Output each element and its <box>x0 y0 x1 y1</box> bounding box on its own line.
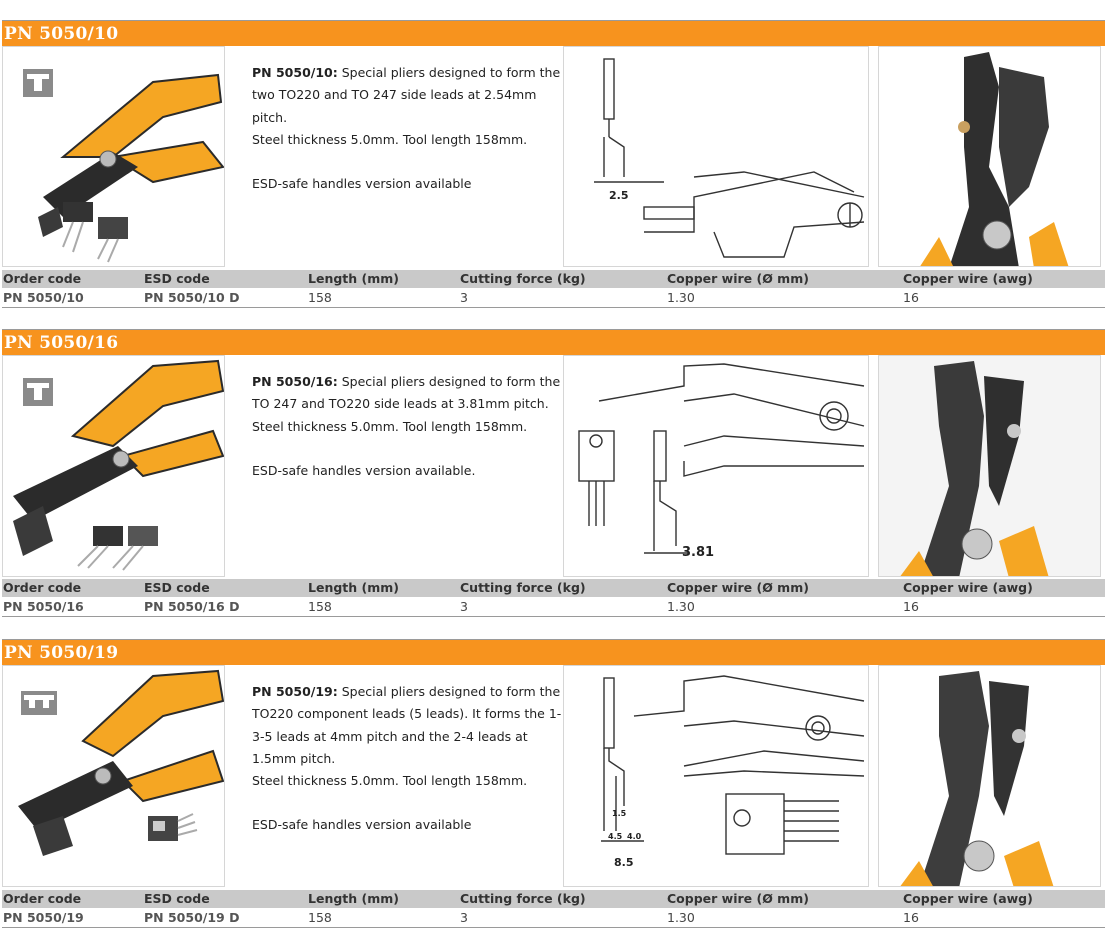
description-text: Special pliers designed to form the TO220 component leads (5 leads). It forms the 1-3-5 leads at 4mm pitch and the 2-4 leads at 1.5mm pitch. <box>252 684 562 766</box>
technical-drawing <box>563 665 869 887</box>
product-title-bar <box>2 639 1105 665</box>
esd-code-value: PN 5050/19 D <box>144 910 240 925</box>
product-title: PN 5050/16 <box>4 333 119 353</box>
header-copper-wire-awg: Copper wire (awg) <box>903 580 1033 595</box>
technical-drawing <box>563 355 869 577</box>
header-length: Length (mm) <box>308 891 399 906</box>
esd-note: ESD-safe handles version available. <box>252 462 476 478</box>
description-text: Special pliers designed to form the TO 247 and TO220 side leads at 3.81mm pitch. <box>252 374 561 412</box>
product-code-label: PN 5050/10: <box>252 65 338 80</box>
copper-wire-awg-value: 16 <box>903 290 919 305</box>
product-description <box>252 371 562 482</box>
product-description <box>252 62 562 195</box>
header-order-code: Order code <box>3 891 82 906</box>
header-cutting-force: Cutting force (kg) <box>460 271 586 286</box>
header-copper-wire-mm: Copper wire (Ø mm) <box>667 891 809 906</box>
header-copper-wire-awg: Copper wire (awg) <box>903 891 1033 906</box>
product-photo <box>2 355 225 577</box>
spec-header-row <box>2 579 1105 597</box>
product-code-label: PN 5050/16: <box>252 374 338 389</box>
closeup-photo <box>878 665 1101 887</box>
product-code-label: PN 5050/19: <box>252 684 338 699</box>
cutting-force-value: 3 <box>460 290 468 305</box>
spec-header-row <box>2 270 1105 288</box>
spec-value-row <box>2 909 1105 928</box>
dimension-label: 4.0 <box>627 832 642 841</box>
dimension-label: 4.5 <box>608 832 623 841</box>
length-value: 158 <box>308 599 332 614</box>
dimension-label: 3.81 <box>682 545 715 560</box>
dimension-label: 1.5 <box>612 809 627 818</box>
esd-code-value: PN 5050/10 D <box>144 290 240 305</box>
copper-wire-mm-value: 1.30 <box>667 910 695 925</box>
product-title-bar <box>2 329 1105 355</box>
esd-code-value: PN 5050/16 D <box>144 599 240 614</box>
header-copper-wire-awg: Copper wire (awg) <box>903 271 1033 286</box>
spec-value-row <box>2 598 1105 617</box>
cutting-force-value: 3 <box>460 910 468 925</box>
spec-header-row <box>2 890 1105 908</box>
technical-drawing <box>563 46 869 267</box>
steel-thickness-text: Steel thickness 5.0mm. Tool length 158mm. <box>252 418 528 434</box>
dimension-label: 2.5 <box>609 189 629 202</box>
order-code-value: PN 5050/16 <box>3 599 84 614</box>
copper-wire-mm-value: 1.30 <box>667 599 695 614</box>
header-length: Length (mm) <box>308 271 399 286</box>
header-esd-code: ESD code <box>144 891 210 906</box>
header-cutting-force: Cutting force (kg) <box>460 891 586 906</box>
header-copper-wire-mm: Copper wire (Ø mm) <box>667 580 809 595</box>
header-cutting-force: Cutting force (kg) <box>460 580 586 595</box>
header-esd-code: ESD code <box>144 271 210 286</box>
product-title-bar <box>2 20 1105 46</box>
order-code-value: PN 5050/19 <box>3 910 84 925</box>
header-order-code: Order code <box>3 580 82 595</box>
header-copper-wire-mm: Copper wire (Ø mm) <box>667 271 809 286</box>
closeup-photo <box>878 355 1101 577</box>
product-title: PN 5050/19 <box>4 643 119 663</box>
length-value: 158 <box>308 910 332 925</box>
header-esd-code: ESD code <box>144 580 210 595</box>
product-description <box>252 681 562 837</box>
steel-thickness-text: Steel thickness 5.0mm. Tool length 158mm. <box>252 131 528 147</box>
esd-note: ESD-safe handles version available <box>252 817 472 833</box>
spec-value-row <box>2 289 1105 308</box>
length-value: 158 <box>308 290 332 305</box>
copper-wire-mm-value: 1.30 <box>667 290 695 305</box>
copper-wire-awg-value: 16 <box>903 910 919 925</box>
header-length: Length (mm) <box>308 580 399 595</box>
header-order-code: Order code <box>3 271 82 286</box>
copper-wire-awg-value: 16 <box>903 599 919 614</box>
description-text: Special pliers designed to form the two TO220 and TO 247 side leads at 2.54mm pitch. <box>252 65 561 125</box>
cutting-force-value: 3 <box>460 599 468 614</box>
product-title: PN 5050/10 <box>4 24 119 44</box>
product-photo <box>2 665 225 887</box>
esd-note: ESD-safe handles version available <box>252 176 472 192</box>
steel-thickness-text: Steel thickness 5.0mm. Tool length 158mm. <box>252 773 528 789</box>
product-photo <box>2 46 225 267</box>
closeup-photo <box>878 46 1101 267</box>
dimension-label: 8.5 <box>614 856 634 869</box>
order-code-value: PN 5050/10 <box>3 290 84 305</box>
